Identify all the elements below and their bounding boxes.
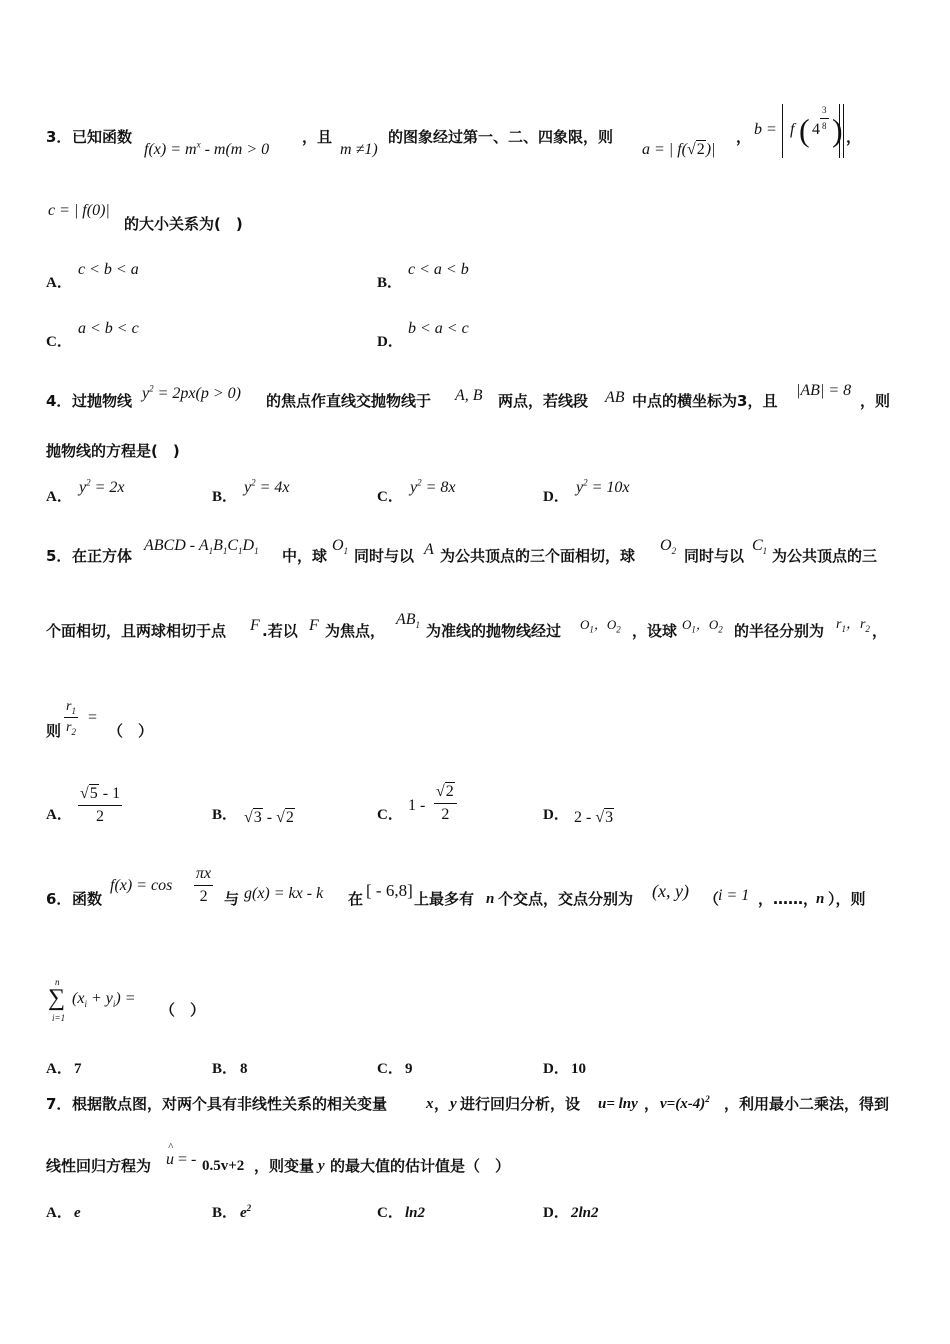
q7-option-d: 2ln2: [571, 1205, 599, 1221]
q4-option-d-label: D．: [543, 489, 569, 505]
q6-point: (x, y): [652, 881, 689, 901]
q7-comma: ，: [434, 1095, 450, 1113]
q4-option-b-label: B．: [212, 489, 238, 505]
q6-text-1: 函数: [72, 890, 103, 908]
q5-point-a: A: [424, 541, 434, 558]
q7-number: 7．: [46, 1095, 72, 1113]
q4-abs-ab: |AB| = 8: [796, 382, 852, 399]
q5-text-5: 同时与以: [684, 547, 745, 565]
q6-i-eq: i = 1: [718, 887, 750, 904]
q5-option-d-label: D．: [543, 807, 569, 823]
q4-text-2: 的焦点作直线交抛物线于: [266, 392, 432, 410]
q3-comma-2: ，: [846, 128, 862, 146]
q6-sum-top: n: [55, 977, 60, 987]
q7-option-b-label: B．: [212, 1205, 238, 1221]
q6-paren: （ ）: [160, 1001, 206, 1019]
q6-n-2: n: [816, 891, 825, 907]
q3-b-base: 4: [812, 121, 820, 138]
q3-text-1: 已知函数: [72, 128, 133, 146]
q4-text-3: 两点，若线段: [498, 392, 589, 410]
q6-n: n: [486, 891, 495, 907]
q7-text-2: 进行回归分析，设: [460, 1095, 581, 1113]
q3-b-def: b =: [754, 121, 777, 138]
q7-option-b: $e^2$: [240, 1203, 252, 1221]
q3-c-def: c = | f(0)|: [48, 202, 110, 219]
q3-abs-bar-right: [839, 104, 840, 158]
q5-o2: $O_2$: [660, 537, 677, 557]
q5-text-1: 在正方体: [72, 547, 133, 565]
q5-c1: $C_1$: [752, 537, 768, 557]
q3-b-paren-close: ): [832, 112, 843, 148]
q7-text-6: 的最大值的估计值是（ ）: [330, 1157, 511, 1175]
q3-option-b: c < a < b: [408, 261, 469, 278]
q3-option-b-label: B．: [377, 275, 403, 291]
q5-text-10: 为准线的抛物线经过: [426, 622, 562, 640]
q7-option-d-label: D．: [543, 1205, 569, 1221]
q5-point-f: F: [250, 617, 260, 634]
q7-v-def: $v=(x-4)^2$: [660, 1094, 710, 1112]
q5-o1-o2-b: $O_1$，$O_2$: [682, 617, 723, 635]
q5-text-9: 为焦点，: [325, 622, 386, 640]
q5-radii: $r_1$，$r_2$: [836, 617, 870, 634]
q4-option-c-label: C．: [377, 489, 403, 505]
q5-equals: =: [88, 709, 98, 726]
q4-ab: AB: [605, 389, 625, 406]
q6-option-b: 8: [240, 1061, 248, 1077]
q6-text-8: ），则: [828, 890, 866, 908]
q4-option-d: $y^2 = 10x$: [576, 477, 630, 496]
q7-option-a: e: [74, 1205, 81, 1221]
q3-b-exponent: $\frac{3}{8}$: [822, 105, 827, 131]
q3-m-condition: m ≠1): [340, 141, 378, 158]
q4-text-5: ，则: [860, 392, 891, 410]
q5-ratio: $\frac{r_1}{r_2}$: [66, 699, 76, 737]
q7-regression: 0.5v+2: [202, 1158, 245, 1174]
q7-comma-2: ，: [644, 1095, 660, 1113]
q5-ab1: $AB_1$: [396, 611, 421, 631]
q7-text-4: 线性回归方程为: [46, 1157, 152, 1175]
q3-option-a-label: A．: [46, 275, 72, 291]
q6-option-a: 7: [74, 1061, 82, 1077]
q5-text-4: 为公共顶点的三个面相切，球: [440, 547, 636, 565]
q6-option-d: 10: [571, 1061, 586, 1077]
q7-text-3: ，利用最小二乘法，得到: [724, 1095, 890, 1113]
q5-o1-o2-a: $O_1$，$O_2$: [580, 617, 621, 635]
q3-number: 3．: [46, 128, 72, 146]
q3-option-c: a < b < c: [78, 320, 139, 337]
q5-number: 5．: [46, 547, 72, 565]
q3-function-def: $f(x) = m^x - m(m > 0$: [144, 139, 270, 158]
q7-option-c-label: C．: [377, 1205, 403, 1221]
q3-abs-bar-right-2: [843, 104, 844, 158]
q3-option-a: c < b < a: [78, 261, 139, 278]
q4-points: A, B: [455, 387, 483, 404]
q3-option-d: b < a < c: [408, 320, 469, 337]
q3-text-3: 的图象经过第一、二、四象限，则: [388, 128, 614, 146]
q6-sum-bottom: i=1: [52, 1013, 66, 1023]
q5-option-a: $\frac{√5 - 1}{2}$: [80, 785, 121, 825]
q6-text-2: 与: [224, 890, 240, 908]
q5-cube: ABCD - $A_1B_1C_1D_1$: [144, 537, 259, 557]
q7-hat: ^: [168, 1141, 173, 1153]
q5-o1: $O_1$: [332, 537, 349, 557]
q3-option-d-label: D．: [377, 334, 403, 350]
q7-text-1: 根据散点图，对两个具有非线性关系的相关变量: [72, 1095, 388, 1113]
q3-comma-1: ，: [736, 128, 752, 146]
q4-option-b: $y^2 = 4x$: [244, 477, 290, 496]
q3-a-def: a = | f(√2)|: [642, 141, 716, 158]
q6-g-def: g(x) = kx - k: [244, 885, 324, 902]
q4-text-6: 抛物线的方程是( ): [46, 442, 180, 460]
q4-equation: $y^2 = 2px(p > 0)$: [142, 383, 241, 402]
q6-text-7: ，……，: [758, 890, 819, 908]
q6-f-def: f(x) = cos: [110, 877, 173, 894]
q5-text-7: 个面相切，且两球相切于点: [46, 622, 227, 640]
q7-y-2: y: [318, 1158, 325, 1174]
q7-text-5: ，则变量: [254, 1157, 315, 1175]
q5-option-d: 2 - √3: [574, 809, 614, 826]
q5-option-c-label: C．: [377, 807, 403, 823]
q6-option-a-label: A．: [46, 1061, 72, 1077]
q4-option-a: $y^2 = 2x$: [79, 477, 125, 496]
q5-text-3: 同时与以: [354, 547, 415, 565]
q5-text-13: ，: [872, 622, 888, 640]
q7-option-c: ln2: [405, 1205, 426, 1221]
q7-u-def: u= lny: [598, 1096, 638, 1112]
q4-number: 4．: [46, 392, 72, 410]
q4-text-1: 过抛物线: [72, 392, 133, 410]
q5-text-8: .若以: [262, 622, 298, 640]
q6-number: 6．: [46, 890, 72, 908]
q7-y: y: [450, 1096, 457, 1112]
q6-option-d-label: D．: [543, 1061, 569, 1077]
q5-option-a-label: A．: [46, 807, 72, 823]
q7-x: x: [426, 1096, 434, 1112]
q4-option-a-label: A．: [46, 489, 72, 505]
q3-b-paren-open: (: [799, 112, 810, 148]
q5-option-c: $\frac{√2}{2}$: [434, 784, 457, 823]
q5-option-c-pre: 1 -: [408, 797, 426, 814]
q3-text-4: 的大小关系为( ): [124, 215, 243, 233]
q5-text-12: 的半径分别为: [734, 622, 825, 640]
q6-text-4: 上最多有: [414, 890, 475, 908]
q5-text-6: 为公共顶点的三: [772, 547, 878, 565]
q6-text-3: 在: [348, 890, 364, 908]
q7-u-hat: u: [166, 1151, 174, 1168]
q6-sum-symbol: ∑: [48, 985, 66, 1011]
q3-abs-bar-left: [782, 104, 783, 158]
q6-option-c: 9: [405, 1061, 413, 1077]
q5-paren: （ ）: [108, 722, 154, 740]
q6-interval: [ - 6,8]: [366, 881, 413, 900]
q3-option-c-label: C．: [46, 334, 72, 350]
q5-text-2: 中，球: [282, 547, 328, 565]
q6-option-c-label: C．: [377, 1061, 403, 1077]
q5-text-11: ，设球: [632, 622, 678, 640]
q4-option-c: $y^2 = 8x$: [410, 477, 456, 496]
q6-text-6: （: [704, 890, 720, 908]
q6-text-5: 个交点，交点分别为: [498, 890, 634, 908]
q5-text-14: 则: [46, 722, 62, 740]
q7-equals: = -: [178, 1151, 197, 1168]
q6-option-b-label: B．: [212, 1061, 238, 1077]
q5-focus-f: F: [309, 617, 319, 634]
q7-option-a-label: A．: [46, 1205, 72, 1221]
q6-fraction: $\frac{\pi x}{2}$: [196, 865, 212, 905]
q3-text-2: ，且: [302, 128, 333, 146]
q6-sum-body: $(x_i + y_i)$ =: [72, 990, 136, 1010]
q5-option-b: √3 - √2: [244, 809, 294, 826]
q4-text-4: 中点的横坐标为3，且: [632, 392, 778, 410]
q3-b-f: f: [790, 121, 795, 138]
q5-option-b-label: B．: [212, 807, 238, 823]
